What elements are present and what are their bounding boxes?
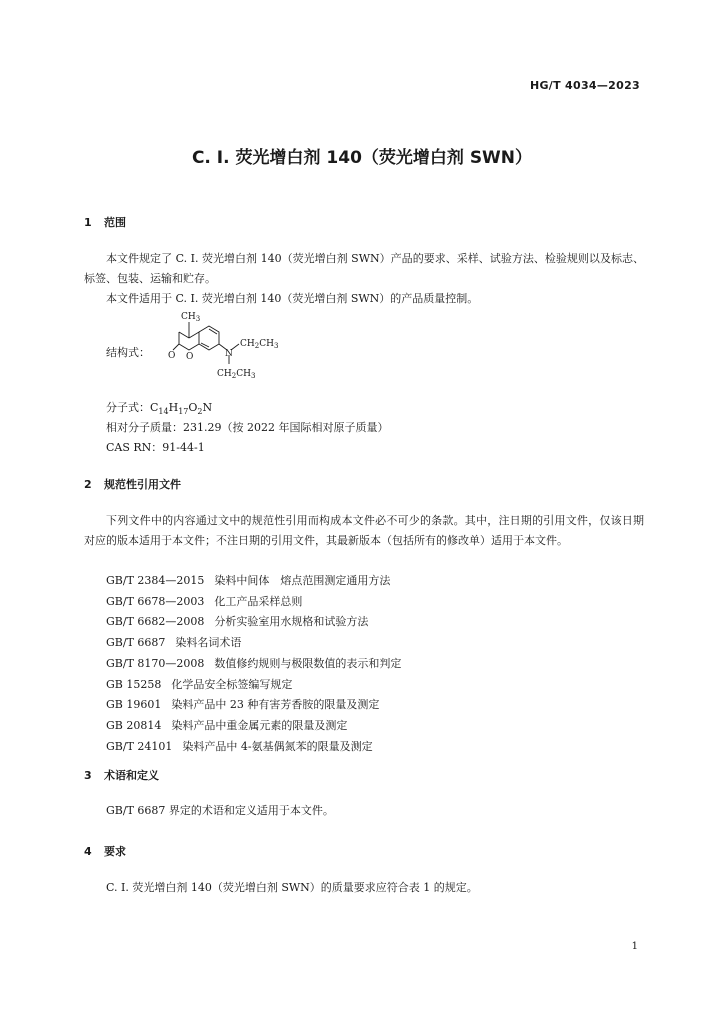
structure-label: 结构式： <box>106 346 150 359</box>
carbonyl-oxygen-label: O <box>168 351 176 361</box>
ethyl-group-2-label: $CH_2CH_3$ <box>217 369 256 380</box>
methyl-label: $CH_3$ <box>181 312 201 323</box>
section-number: 1 <box>84 216 92 229</box>
requirements-text: C. I. 荧光增白剂 140（荧光增白剂 SWN）的质量要求应符合表 1 的规定。 <box>106 881 478 894</box>
reference-list <box>106 571 401 757</box>
section-title: 术语和定义 <box>104 769 159 782</box>
carbonyl-bond <box>173 344 179 350</box>
benzene-ring-bond <box>199 326 219 350</box>
molecular-formula: 分子式：$C_{14}H_{17}O_2N$ <box>106 401 213 417</box>
section-number: 4 <box>84 845 92 858</box>
section-number: 3 <box>84 769 92 782</box>
cas-number: CAS RN：91-44-1 <box>106 441 205 454</box>
molar-mass: 相对分子质量：231.29（按 2022 年国际相对原子质量） <box>106 421 389 434</box>
section-1-heading <box>84 214 126 230</box>
reference-item: GB/T 24101 染料产品中 4-氨基偶氮苯的限量及测定 <box>106 739 373 753</box>
reference-item: GB/T 6678—2003 化工产品采样总则 <box>106 594 303 608</box>
reference-item: GB/T 6682—2008 分析实验室用水规格和试验方法 <box>106 615 369 629</box>
ethyl-group-1-label: $CH_2CH_3$ <box>240 339 279 350</box>
reference-item: GB/T 2384—2015 染料中间体 熔点范围测定通用方法 <box>106 574 391 587</box>
structural-formula <box>165 308 305 396</box>
section-3-heading <box>84 767 159 783</box>
ring-oxygen-label: O <box>186 352 194 362</box>
section-title: 要求 <box>104 845 126 858</box>
reference-item: GB 15258 化学品安全标签编写规定 <box>106 677 293 691</box>
nitrogen-label: N <box>225 349 233 359</box>
reference-item: GB 19601 染料产品中 23 种有害芳香胺的限量及测定 <box>106 698 380 712</box>
normative-references-intro: 下列文件中的内容通过文中的规范性引用而构成本文件必不可少的条款。其中，注日期的引用文件，仅该日期对应的版本适用于本文件；不注日期的引用文件，其最新版本（包括所有的修改单）适用于本文件。 <box>84 514 644 547</box>
section-4-heading <box>84 843 126 859</box>
reference-item: GB/T 6687 染料名词术语 <box>106 636 242 650</box>
section-2-heading <box>84 476 181 492</box>
standard-code: HG/T 4034—2023 <box>529 79 640 92</box>
scope-paragraph-2: 本文件适用于 C. I. 荧光增白剂 140（荧光增白剂 SWN）的产品质量控制。 <box>106 292 479 305</box>
scope-paragraph-1: 本文件规定了 C. I. 荧光增白剂 140（荧光增白剂 SWN）产品的要求、采样、试验方法、检验规则以及标志、标签、包装、运输和贮存。 <box>84 252 644 285</box>
section-title: 范围 <box>104 216 126 229</box>
section-number: 2 <box>84 478 92 491</box>
page-number: 1 <box>631 941 638 952</box>
reference-item: GB 20814 染料产品中重金属元素的限量及测定 <box>106 718 348 732</box>
reference-item: GB/T 8170—2008 数值修约规则与极限数值的表示和判定 <box>106 656 402 670</box>
lactone-ring-bond <box>179 332 189 338</box>
terms-definitions-text: GB/T 6687 界定的术语和定义适用于本文件。 <box>106 804 334 817</box>
document-title: C. I. 荧光增白剂 140（荧光增白剂 SWN） <box>191 148 533 168</box>
section-title: 规范性引用文件 <box>104 478 181 491</box>
